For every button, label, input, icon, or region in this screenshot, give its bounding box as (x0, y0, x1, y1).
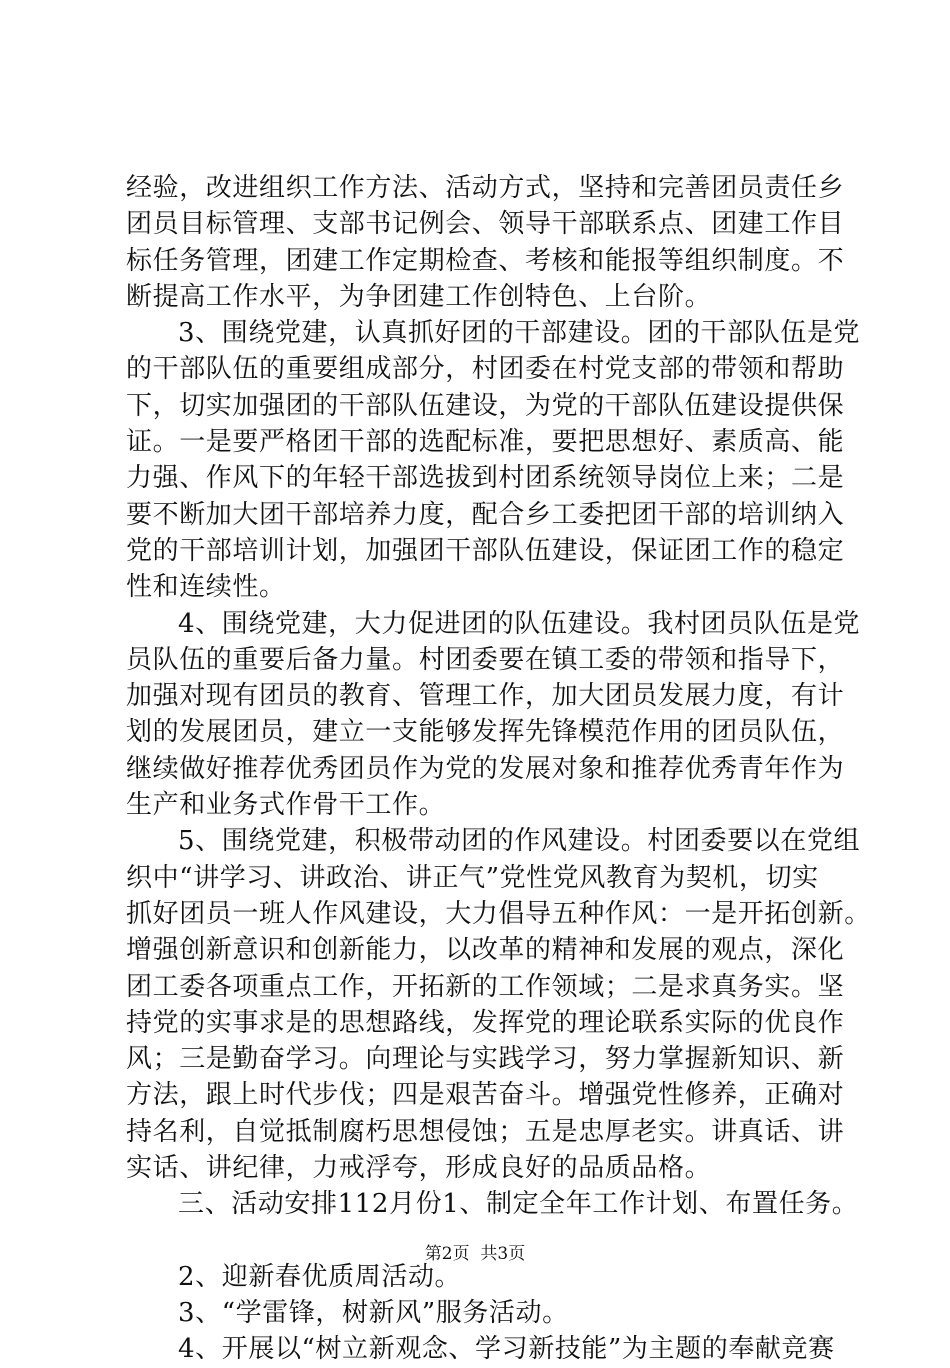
text-line: 生产和业务式作骨干工作。 (126, 790, 446, 821)
text-line: 党的干部培训计划，加强团干部队伍建设，保证团工作的稳定 (126, 535, 845, 566)
section-heading-line: 三、活动安排112月份1、制定全年工作计划、布置任务。 (178, 1189, 859, 1220)
text-line: 抓好团员一班人作风建设，大力倡导五种作风：一是开拓创新。 (126, 898, 871, 929)
text-line: 风；三是勤奋学习。向理论与实践学习，努力掌握新知识、新 (126, 1044, 845, 1075)
text-line: 员队伍的重要后备力量。村团委要在镇工委的带领和指导下， (126, 644, 845, 675)
text-line: 持名利，自觉抵制腐朽思想侵蚀；五是忠厚老实。讲真话、讲 (126, 1116, 845, 1147)
activity-item: 4、开展以“树立新观念、学习新技能”为主题的奉献竞赛 (178, 1334, 835, 1365)
paragraph-start-line: 4、围绕党建，大力促进团的队伍建设。我村团员队伍是党 (178, 608, 861, 639)
text-line: 增强创新意识和创新能力，以改革的精神和发展的观点，深化 (126, 935, 845, 966)
text-line: 下，切实加强团的干部队伍建设，为党的干部队伍建设提供保 (126, 390, 845, 421)
text-line: 团工委各项重点工作，开拓新的工作领域；二是求真务实。坚 (126, 971, 845, 1002)
text-line: 加强对现有团员的教育、管理工作，加大团员发展力度，有计 (126, 681, 845, 712)
text-line: 的干部队伍的重要组成部分，村团委在村党支部的带领和帮助 (126, 354, 845, 385)
text-line: 持党的实事求是的思想路线，发挥党的理论联系实际的优良作 (126, 1007, 845, 1038)
text-line: 团员目标管理、支部书记例会、领导干部联系点、团建工作目 (126, 209, 845, 240)
text-line: 方法，跟上时代步伐；四是艰苦奋斗。增强党性修养，正确对 (126, 1080, 845, 1111)
document-body (126, 170, 871, 1368)
activity-item: 3、“学雷锋，树新风”服务活动。 (178, 1297, 569, 1328)
page-footer: 第2页 共3页 (424, 1244, 526, 1264)
text-line: 实话、讲纪律，力戒浮夸，形成良好的品质品格。 (126, 1153, 712, 1184)
text-line: 力强、作风下的年轻干部选拔到村团系统领导岗位上来；二是 (126, 463, 845, 494)
text-line: 断提高工作水平，为争团建工作创特色、上台阶。 (126, 281, 712, 312)
text-line: 证。一是要严格团干部的选配标准，要把思想好、素质高、能 (126, 427, 845, 458)
text-line: 继续做好推荐优秀团员作为党的发展对象和推荐优秀青年作为 (126, 753, 845, 784)
text-line: 经验，改进组织工作方法、活动方式，坚持和完善团员责任乡 (126, 173, 845, 203)
text-line: 织中“讲学习、讲政治、讲正气”党性党风教育为契机，切实 (126, 862, 819, 893)
paragraph-start-line: 5、围绕党建，积极带动团的作风建设。村团委要以在党组 (178, 826, 861, 857)
text-line: 标任务管理，团建工作定期检查、考核和能报等组织制度。不 (126, 245, 845, 276)
text-line: 要不断加大团干部培养力度，配合乡工委把团干部的培训纳入 (126, 499, 845, 530)
text-line: 划的发展团员，建立一支能够发挥先锋模范作用的团员队伍， (126, 717, 845, 748)
activity-item: 2、迎新春优质周活动。 (178, 1261, 462, 1292)
text-line: 性和连续性。 (126, 572, 286, 603)
paragraph-start-line: 3、围绕党建，认真抓好团的干部建设。团的干部队伍是党 (178, 318, 861, 349)
